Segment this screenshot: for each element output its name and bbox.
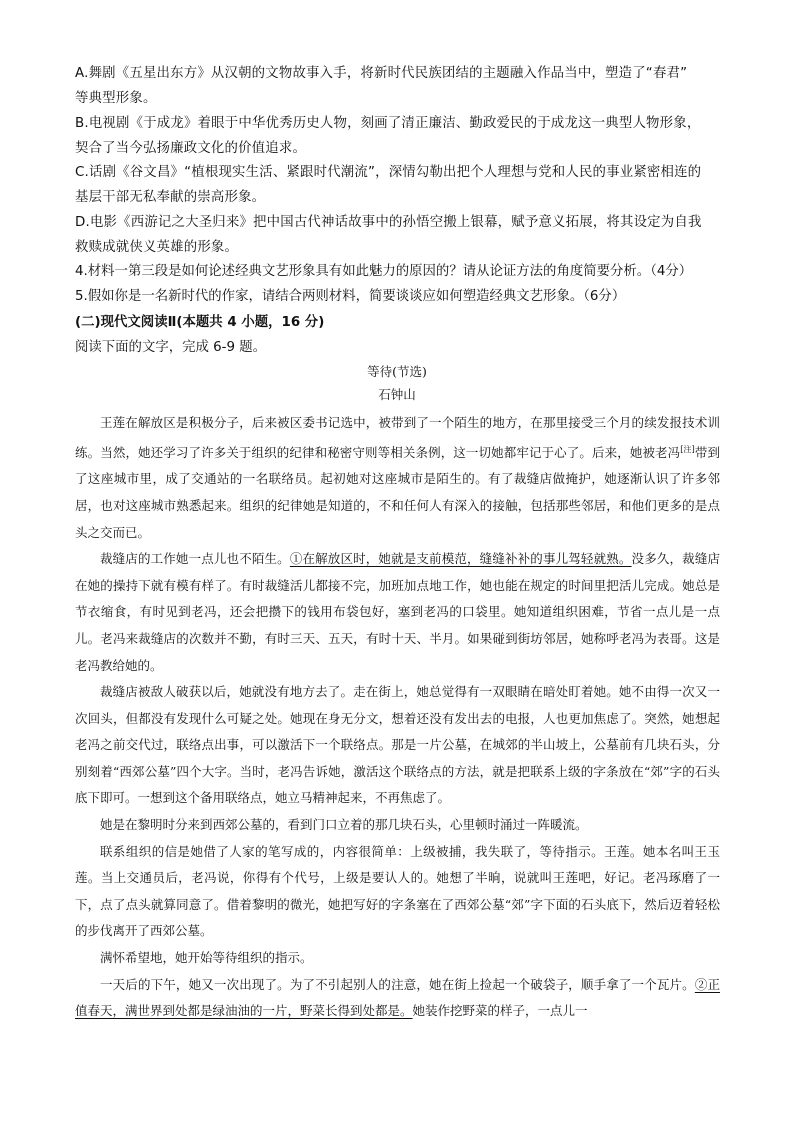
option-b: B.电视剧《于成龙》着眼于中华优秀历史人物，刻画了清正廉洁、勤政爱民的于成龙这一典型人物形象， 契合了当今弘扬廉政文化的价值追求。	[75, 116, 701, 156]
underlined-sentence-2: ②正值春天，满世界到处都是绿油油的一片，野菜长得到处都是。	[75, 976, 720, 1019]
article-author: 石钟山	[378, 387, 416, 402]
option-d: D.电影《西游记之大圣归来》把中国古代神话故事中的孙悟空搬上银幕，赋予意义拓展，将其设定为自我 救赎成就侠义英雄的形象。	[75, 215, 702, 255]
paragraph-3: 裁缝店被敌人破获以后，她就没有地方去了。走在街上，她总觉得有一双眼睛在暗处盯着她。她不由得一次又一次回头，但都没有发现什么可疑之处。她现在身无分文，想着还没有发出去的电报，人也更加焦虑了。突然，她想起老冯之前交代过，联络点出事，可以激活下一个联络点。那是一片公墓，在城郊的半山坡上，公墓前有几块石头，分别刻着“西郊公墓”四个大字。当时，老冯告诉她，激活这个联络点的方法，就是把联系上级的字条放在“郊”字的石头底下即可。一想到这个备用联络点，她立马精神起来，不再焦虑了。	[75, 684, 720, 806]
question-4: 4.材料一第三段是如何论述经典文艺形象具有如此魅力的原因的？请从论证方法的角度简要分析。（4分）	[75, 264, 693, 279]
paragraph-1: 王莲在解放区是积极分子，后来被区委书记选中，被带到了一个陌生的地方，在那里接受三个月的续发报技术训练。当然，她还学习了许多关于组织的纪律和秘密守则等相关条例，这一切她都牢记于心了。后来，她被老冯[注]带到了这座城市里，成了交通站的一名联络员。起初她对这座城市是陌生的。有了裁缝店做掩护，她逐渐认识了许多邻居，也对这座城市熟悉起来。组织的纪律她是知道的，不和任何人有深入的接触，包括那些邻居，和他们更多的是点头之交而已。	[75, 415, 720, 540]
article-title: 等待(节选)	[367, 364, 427, 379]
paragraph-7: 一天后的下午，她又一次出现了。为了不引起别人的注意，她在街上捡起一个破袋子，顺手拿了一个瓦片。②正值春天，满世界到处都是绿油油的一片，野菜长得到处都是。她装作挖野菜的样子，一点儿一	[75, 976, 720, 1019]
paragraph-2: 裁缝店的工作她一点儿也不陌生。①在解放区时，她就是支前模范，缝缝补补的事儿驾轻就熟。没多久，裁缝店在她的操持下就有模有样了。有时裁缝活儿都接不完，加班加点地工作，她也能在规定的时间里把活儿完成。她总是节衣缩食，有时见到老冯，还会把攒下的钱用布袋包好，塞到老冯的口袋里。她知道组织困难，节省一点儿是一点儿。老冯来裁缝店的次数并不勤，有时三天、五天，有时十天、半月。如果碰到街坊邻居，她称呼老冯为表哥。这是老冯教给她的。	[75, 551, 720, 673]
paragraph-6: 满怀希望地，她开始等待组织的指示。	[100, 950, 313, 966]
article-body	[75, 410, 720, 1025]
section-instruction: 阅读下面的文字，完成 6-9 题。	[75, 340, 267, 355]
underlined-sentence-1: ①在解放区时，她就是支前模范，缝缝补补的事儿驾轻就熟。	[289, 551, 632, 567]
paragraph-5: 联系组织的信是她借了人家的笔写成的，内容很简单：上级被捕，我失联了，等待指示。王莲。她本名叫王玉莲。当上交通员后，老冯说，你得有个代号，上级是要认人的。她想了半晌，说就叫王莲吧，好记。老冯琢磨了一下，点了点头就算同意了。借着黎明的微光，她把写好的字条塞在了西郊公墓“郊”字下面的石头底下，然后迈着轻松的步伐离开了西郊公墓。	[75, 843, 720, 939]
footnote-marker: [注]	[680, 444, 695, 454]
question-5: 5.假如你是一名新时代的作家，请结合两则材料，简要谈谈应如何塑造经典文艺形象。（6分）	[75, 289, 626, 304]
paragraph-4: 她是在黎明时分来到西郊公墓的，看到门口立着的那几块石头，心里顿时涌过一阵暖流。	[100, 817, 588, 833]
section-heading: (二)现代文阅读Ⅱ(本题共 4 小题，16 分)	[75, 315, 325, 330]
option-a: A.舞剧《五星出东方》从汉朝的文物故事入手，将新时代民族团结的主题融入作品当中，塑造了“春君” 等典型形象。	[75, 66, 688, 106]
option-c: C.话剧《谷文昌》“植根现实生活、紧跟时代潮流”，深情勾勒出把个人理想与党和人民的事业紧密相连的 基层干部无私奉献的崇高形象。	[75, 165, 702, 205]
